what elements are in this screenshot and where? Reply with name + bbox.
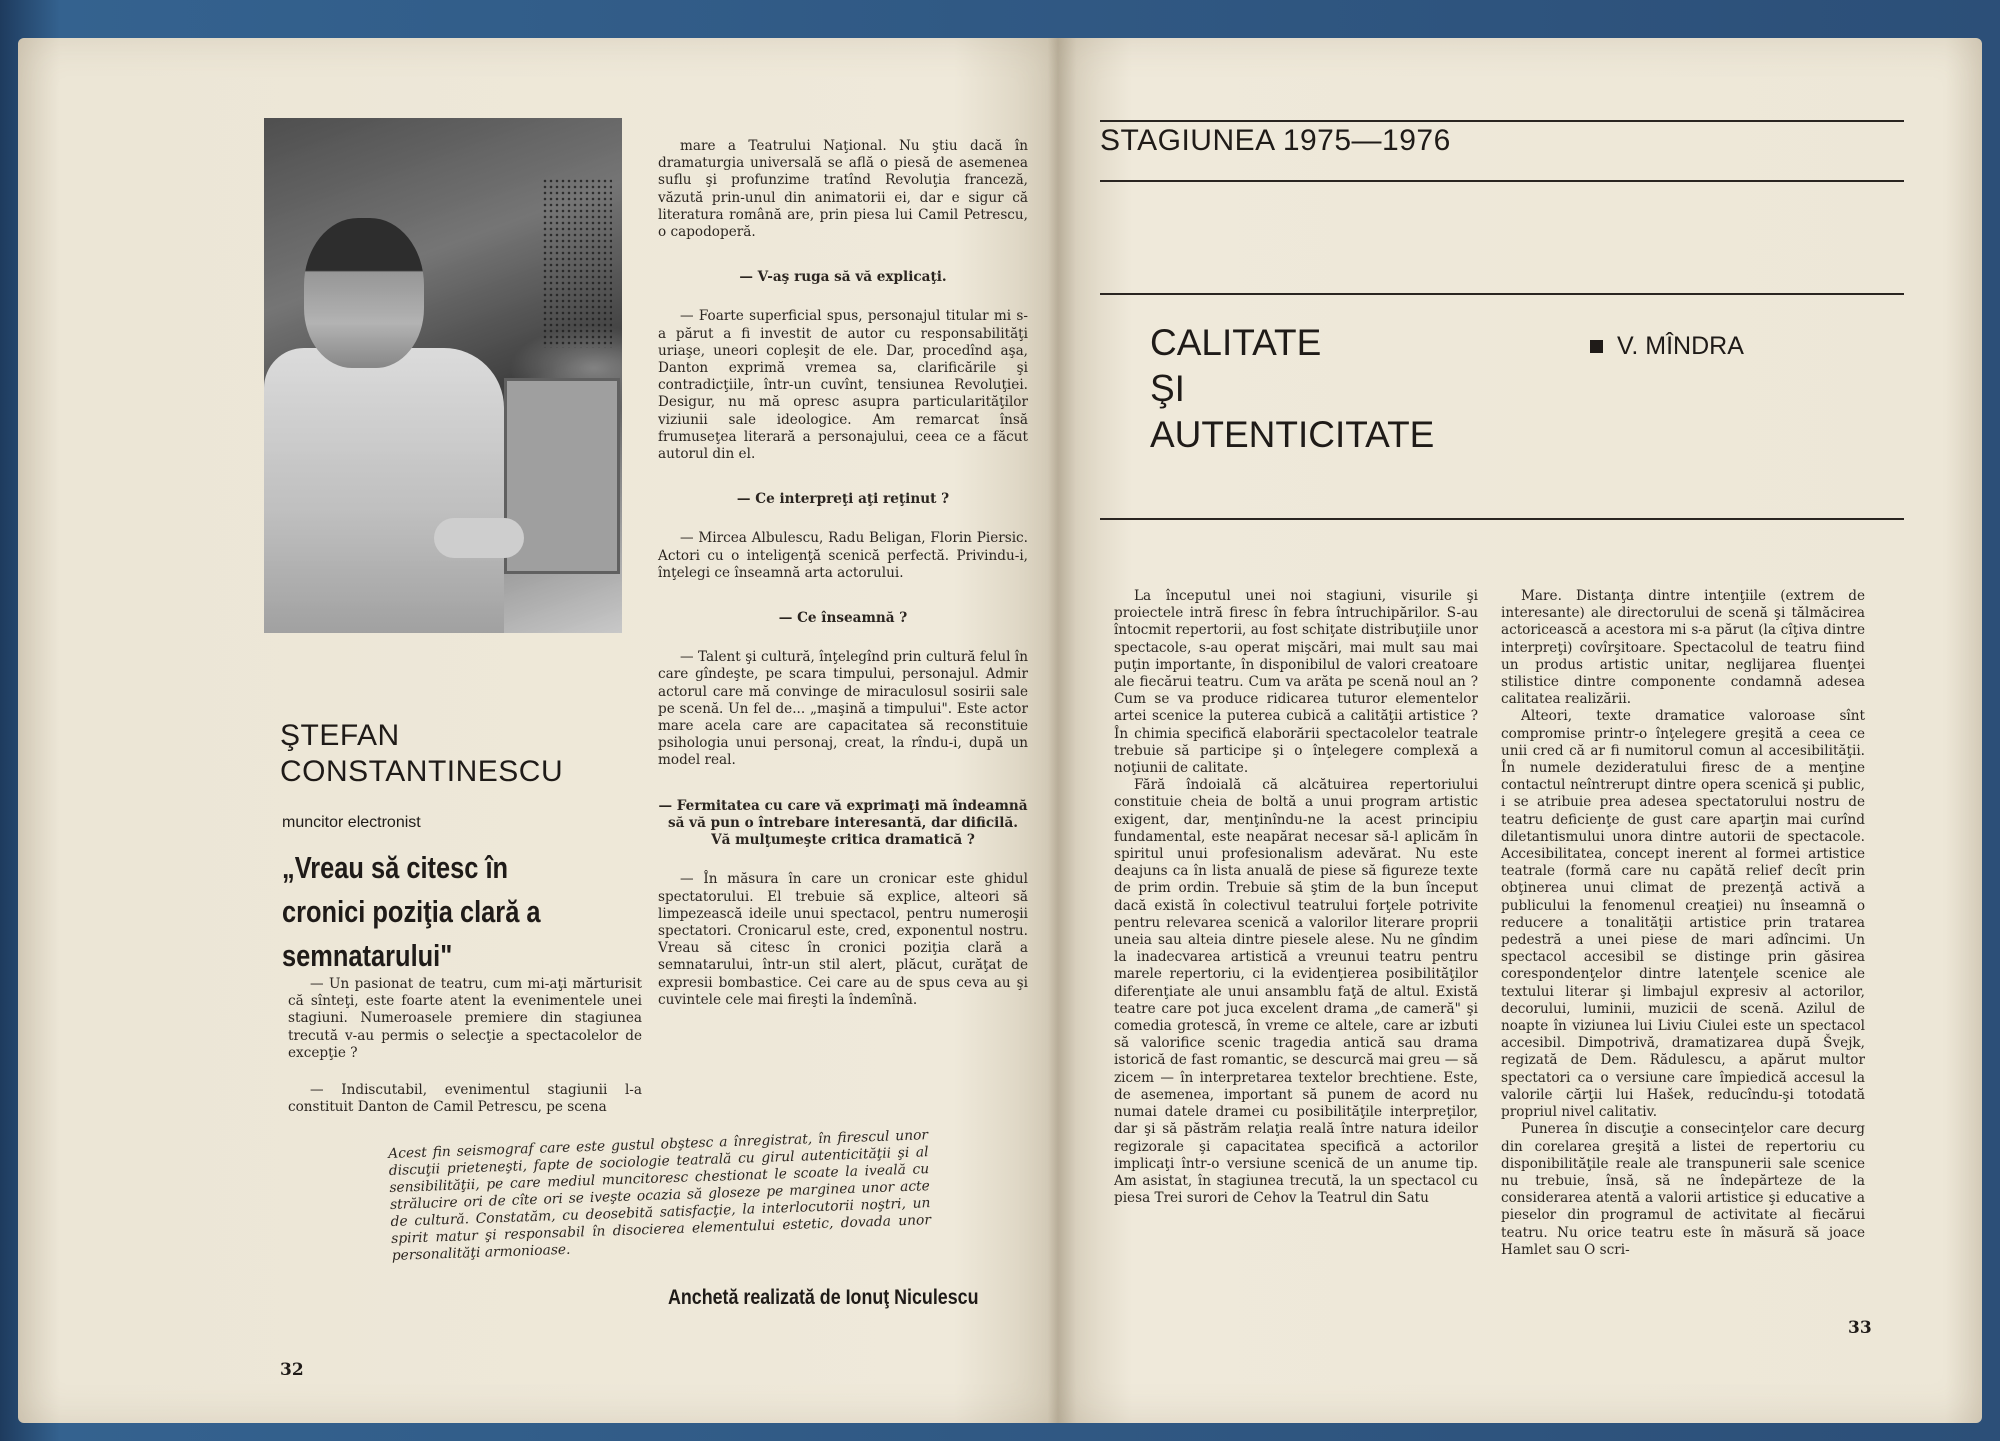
photo-speaker-grid — [542, 178, 612, 348]
article-author — [1590, 332, 1744, 361]
paragraph: mare a Teatrului Naţional. Nu ştiu dacă în dramaturgia universală se află o piesă de asemenea suflu şi profunzime tratînd Revoluţia franceză, văzută prin-unul din animatorii ei, dar e sigur că literatura română are, prin piesa lui Camil Petrescu, o capodoperă. — [658, 138, 1028, 241]
paragraph: — Talent şi cultură, înţelegînd prin cultură felul în care gîndeşte, pe scara timpului, personajul. Admir actorul care mă convinge de miraculosul sosirii sale pe scenă. Un fel de... „maşină a timpului". Este actor mare acela care are capacitatea să reconstituie psihologia unui personaj, creat, la rîndu-i, după un model real. — [658, 649, 1028, 769]
paragraph: — Mircea Albulescu, Radu Beligan, Florin Piersic. Actori cu o inteligenţă scenică perfectă. Privindu-i, înţelegi ce înseamnă arta actorului. — [658, 530, 1028, 581]
interview-question: — Ce interpreţi aţi reţinut ? — [736, 491, 950, 508]
paragraph: La începutul unei noi stagiuni, visurile şi proiectele intră firesc în febra întruchipărilor. S-au întocmit repertorii, au fost schiţate distribuţiile unor spectacole, s-au operat mişcări, mai mult sau mai puţin importante, în disponibilul de valori creatoare ale fiecărui teatru. Cum va arăta pe scenă noul an ? Cum se va produce ridicarea tuturor elementelor artei scenice la puterea cubică a calităţii artistice ? În chimia specifică elaborării spectacolelor teatrale trebuie să participe şi o înţelegere complexă a noţiunii de calitate. — [1114, 588, 1478, 777]
interview-credit: Anchetă realizată de Ionuţ Niculescu — [668, 1286, 979, 1309]
right-page — [1058, 38, 1982, 1423]
article-column-1 — [1114, 588, 1478, 1207]
intro-italic-paragraph: Acest fin seismograf care este gustul obştesc a înregistrat, în firescul unor discuţii prieteneşti, fapte de sociologie teatrală cu girul autenticităţii şi al sensibilităţii, pe care mediul muncitoresc chestionat le scoate la iveală cu strălucire ori de cîte ori se iveşte ocazia să gloseze pe marginea unor acte de cultură. Constatăm, cu deosebită satisfacţie, la interlocutorii noştri, un spirit matur şi responsabil în disocierea elementului estetic, dovada unor personalităţi armonioase. — [388, 1127, 932, 1264]
title-line-3: AUTENTICITATE — [1150, 414, 1435, 455]
paragraph: — Indiscutabil, evenimentul stagiunii l-a constituit Danton de Camil Petrescu, pe scena — [288, 1082, 642, 1116]
interview-headline: „Vreau să citesc în cronici poziţia clară a semnatarului" — [282, 850, 541, 973]
header-rule-top — [1100, 120, 1904, 122]
article-column-2 — [1501, 588, 1865, 1259]
interview-column-right — [658, 138, 1028, 1009]
title-line-1: CALITATE — [1150, 322, 1322, 363]
page-number-left: 32 — [280, 1360, 304, 1380]
portrait-photo — [264, 118, 622, 633]
photo-hand — [434, 518, 524, 558]
interview-question: — Ce înseamnă ? — [778, 610, 908, 627]
author-name: V. MÎNDRA — [1617, 332, 1744, 360]
section-header: STAGIUNEA 1975—1976 — [1100, 124, 1451, 157]
interview-question: — V-aş ruga să vă explicaţi. — [739, 269, 947, 286]
person-name — [280, 718, 563, 790]
interview-column-left — [288, 976, 642, 1116]
article-title — [1150, 320, 1434, 458]
photo-figure-head — [304, 218, 424, 368]
person-name-line1: ŞTEFAN — [280, 719, 400, 752]
interview-question: — Fermitatea cu care vă exprimaţi mă îndeamnă să vă pun o întrebare interesantă, dar dificilă. Vă mulţumeşte critica dramatică ? — [658, 797, 1028, 849]
paragraph: — În măsura în care un cronicar este ghidul spectatorului. El trebuie să explice, alteori să limpezească ideile unui spectacol, pentru numeroşii spectatori. Cronicarul este, cred, exponentul nostru. Vreau să citesc în cronici poziţia clară a semnatarului, într-un stil alert, plăcut, curăţat de expresii bombastice. Cei care au de spus ceva au şi cuvintele cele mai fireşti la îndemînă. — [658, 871, 1028, 1008]
paragraph: — Foarte superficial spus, personajul titular mi s-a părut a fi investit de autor cu responsabilităţi uriaşe, uneori copleşit de ele. Dar, procedînd aşa, Danton exprimă vremea sa, clarificările şi contradicţiile, într-un cuvînt, tensiunea Revoluţiei. Desigur, nu mă opresc asupra particularităţilor viziunii sale ideologice. Am remarcat însă frumuseţea literară a personajului, ceea ce a făcut autorul din el. — [658, 308, 1028, 463]
title-line-2: ŞI — [1150, 368, 1185, 409]
photo-figure-body — [264, 348, 504, 633]
left-page — [18, 38, 1058, 1423]
paragraph: — Un pasionat de teatru, cum mi-aţi mărturisit că sînteţi, este foarte atent la evenimentele unei stagiuni. Numeroasele premiere din stagiunea trecută v-au permis o selecţie a spectacolelor de excepţie ? — [288, 976, 642, 1061]
title-rule-bottom — [1100, 518, 1904, 520]
header-rule-bottom — [1100, 180, 1904, 182]
paragraph: Fără îndoială că alcătuirea repertoriului constituie cheia de boltă a unui program artistic exigent, dar, menţinîndu-ne la acest principiu fundamental, este neapărat necesar să-l aplicăm în spiritul unui profesionalism adevărat. Nu este deajuns ca în lista anuală de piese să figureze texte de prim ordin. Trebuie să ştim de la bun început dacă există în colectivul teatrului forţele potrivite pentru relevarea scenică a valorilor literare proprii uneia sau alteia dintre piesele alese. Nu ne gîndim la inadecvarea artistică a vreunui teatru pentru marele repertoriu, ci la evidenţierea posibilităţilor diferenţiate ale unui ansamblu faţă de altul. Există teatre care pot juca excelent drama „de cameră" şi comedia grotescă, în vreme ce altele, care ar izbuti să valorifice scenic tragedia antică sau drama istorică de fast romantic, se descurcă mai greu — să zicem — în interpretarea textelor brechtiene. Este, de asemenea, important să punem de acord nu numai datele dramei cu posibilităţile interpreţilor, dar şi să păstrăm relaţia reală între natura ideilor regizorale şi capacitatea specifică a actorilor implicaţi într-o versiune scenică de un anume tip. Am asistat, în stagiunea trecută, la un spectacol cu piesa Trei surori de Cehov la Teatrul din Satu — [1114, 777, 1478, 1207]
square-bullet-icon — [1590, 340, 1603, 353]
person-name-line2: CONSTANTINESCU — [280, 755, 564, 788]
title-rule-top — [1100, 293, 1904, 295]
paragraph: Mare. Distanţa dintre intenţiile (extrem de interesante) ale directorului de scenă şi tălmăcirea actoricească a acestora mi s-a părut (la cîţiva dintre interpreţi) covîrşitoare. Spectacolul de teatru fiind un produs artistic unitar, neglijarea fluenţei stilistice dintre componente condamnă adesea calitatea realizării. — [1501, 588, 1865, 708]
person-job: muncitor electronist — [282, 814, 421, 831]
paragraph: Alteori, texte dramatice valoroase sînt compromise printr-o înţelegere greşită a ceea ce unii cred că ar fi numitorul comun al accesibilităţii. În numele dezideratului firesc de a menţine contactul neîntrerupt dintre opera scenică şi public, i se atribuie prea adesea spectatorului nostru de teatru deficienţe de gust care aparţin mai curînd diletantismului unora dintre autorii de spectacole. Accesibilitatea, concept inerent al formei artistice teatrale (formă care nu capătă relief decît prin obţinerea unui climat de prezenţă activă a publicului la fenomenul creaţiei) nu înseamnă o reducere a tonalităţii artistice prin tratarea pedestră a unei piese de mari adîncimi. Un spectacol accesibil se distinge prin găsirea corespondenţelor dintre latenţele scenice ale textului literar şi limbajul expresiv al actorilor, decorului, luminii, muzicii de scenă. Azilul de noapte în viziunea lui Liviu Ciulei este un spectacol accesibil. Dimpotrivă, dramatizarea după Švejk, regizată de Dem. Rădulescu, a apărut multor spectatori ca o versiune care împiedică accesul la valorile cărţii lui Hašek, reducîndu-şi totodată propriul nivel calitativ. — [1501, 708, 1865, 1121]
page-number-right: 33 — [1848, 1318, 1872, 1338]
paragraph: Punerea în discuţie a consecinţelor care decurg din corelarea greşită a listei de repertoriu cu disponibilităţile reale ale transpunerii sale scenice nu trebuie, însă, să ne îndepărteze de la considerarea atentă a valorii artistice şi educative a pieselor din programul de activitate al fiecărui teatru. Nu orice teatru este în măsură să joace Hamlet sau O scri- — [1501, 1121, 1865, 1258]
